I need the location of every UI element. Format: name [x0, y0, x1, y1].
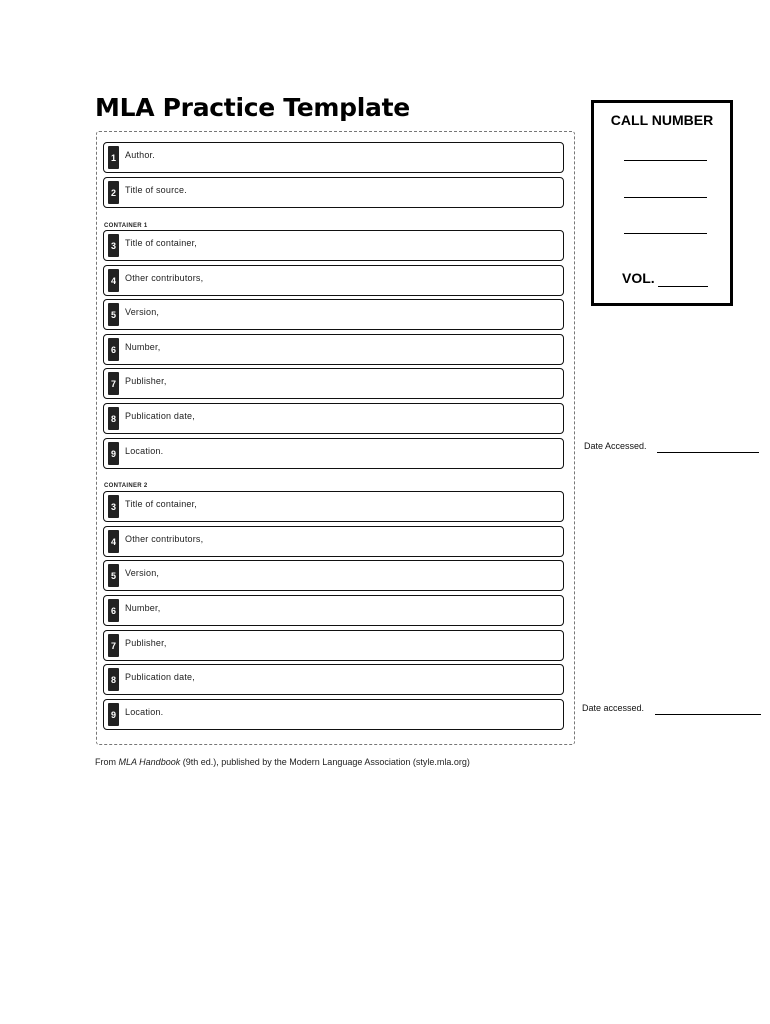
field-label: Number, [125, 603, 161, 613]
footer-suffix: (9th ed.), published by the Modern Language Association (style.mla.org) [180, 757, 470, 767]
field-number-2[interactable] [103, 595, 564, 626]
field-label: Location. [125, 707, 164, 717]
field-label: Version, [125, 307, 160, 317]
field-publisher-1[interactable] [103, 368, 564, 399]
field-number-badge: 5 [108, 564, 119, 587]
date-accessed-line-2[interactable] [655, 714, 761, 715]
field-title-of-container-1[interactable] [103, 230, 564, 261]
field-number-badge: 8 [108, 668, 119, 691]
page-title: MLA Practice Template [95, 93, 410, 122]
source-footnote [95, 757, 470, 767]
field-location-2[interactable] [103, 699, 564, 730]
vol-label: VOL. [622, 270, 655, 286]
field-label: Publisher, [125, 638, 167, 648]
field-label: Author. [125, 150, 155, 160]
field-publisher-2[interactable] [103, 630, 564, 661]
field-number-badge: 4 [108, 530, 119, 553]
field-version-2[interactable] [103, 560, 564, 591]
field-location-1[interactable] [103, 438, 564, 469]
date-accessed-label-1: Date Accessed. [584, 441, 647, 451]
field-author[interactable] [103, 142, 564, 173]
field-number-badge: 9 [108, 442, 119, 465]
field-label: Location. [125, 446, 164, 456]
field-publication-date-2[interactable] [103, 664, 564, 695]
field-label: Title of source. [125, 185, 187, 195]
footer-book-title: MLA Handbook [118, 757, 181, 767]
date-accessed-label-2: Date accessed. [582, 703, 645, 713]
field-label: Publisher, [125, 376, 167, 386]
field-number-badge: 4 [108, 269, 119, 292]
field-number-badge: 6 [108, 599, 119, 622]
call-number-box [591, 100, 733, 306]
field-number-1[interactable] [103, 334, 564, 365]
field-label: Publication date, [125, 672, 195, 682]
section-label-container-2: CONTAINER 2 [104, 483, 148, 489]
section-label-container-1: CONTAINER 1 [104, 223, 148, 229]
field-number-badge: 7 [108, 372, 119, 395]
field-number-badge: 9 [108, 703, 119, 726]
field-number-badge: 1 [108, 146, 119, 169]
field-number-badge: 7 [108, 634, 119, 657]
field-number-badge: 5 [108, 303, 119, 326]
field-title-of-source[interactable] [103, 177, 564, 208]
field-other-contributors-2[interactable] [103, 526, 564, 557]
field-title-of-container-2[interactable] [103, 491, 564, 522]
field-number-badge: 3 [108, 495, 119, 518]
vol-line[interactable] [658, 286, 708, 287]
field-number-badge: 3 [108, 234, 119, 257]
field-number-badge: 2 [108, 181, 119, 204]
field-label: Title of container, [125, 238, 198, 248]
date-accessed-line-1[interactable] [657, 452, 759, 453]
field-label: Version, [125, 568, 160, 578]
field-other-contributors-1[interactable] [103, 265, 564, 296]
field-number-badge: 8 [108, 407, 119, 430]
field-label: Other contributors, [125, 534, 204, 544]
field-label: Other contributors, [125, 273, 204, 283]
field-publication-date-1[interactable] [103, 403, 564, 434]
call-number-line-1[interactable] [624, 160, 707, 161]
call-number-line-3[interactable] [624, 233, 707, 234]
field-label: Title of container, [125, 499, 198, 509]
call-number-title: CALL NUMBER [610, 112, 714, 128]
field-version-1[interactable] [103, 299, 564, 330]
field-label: Publication date, [125, 411, 195, 421]
field-label: Number, [125, 342, 161, 352]
footer-prefix: From [95, 757, 119, 767]
call-number-line-2[interactable] [624, 197, 707, 198]
field-number-badge: 6 [108, 338, 119, 361]
